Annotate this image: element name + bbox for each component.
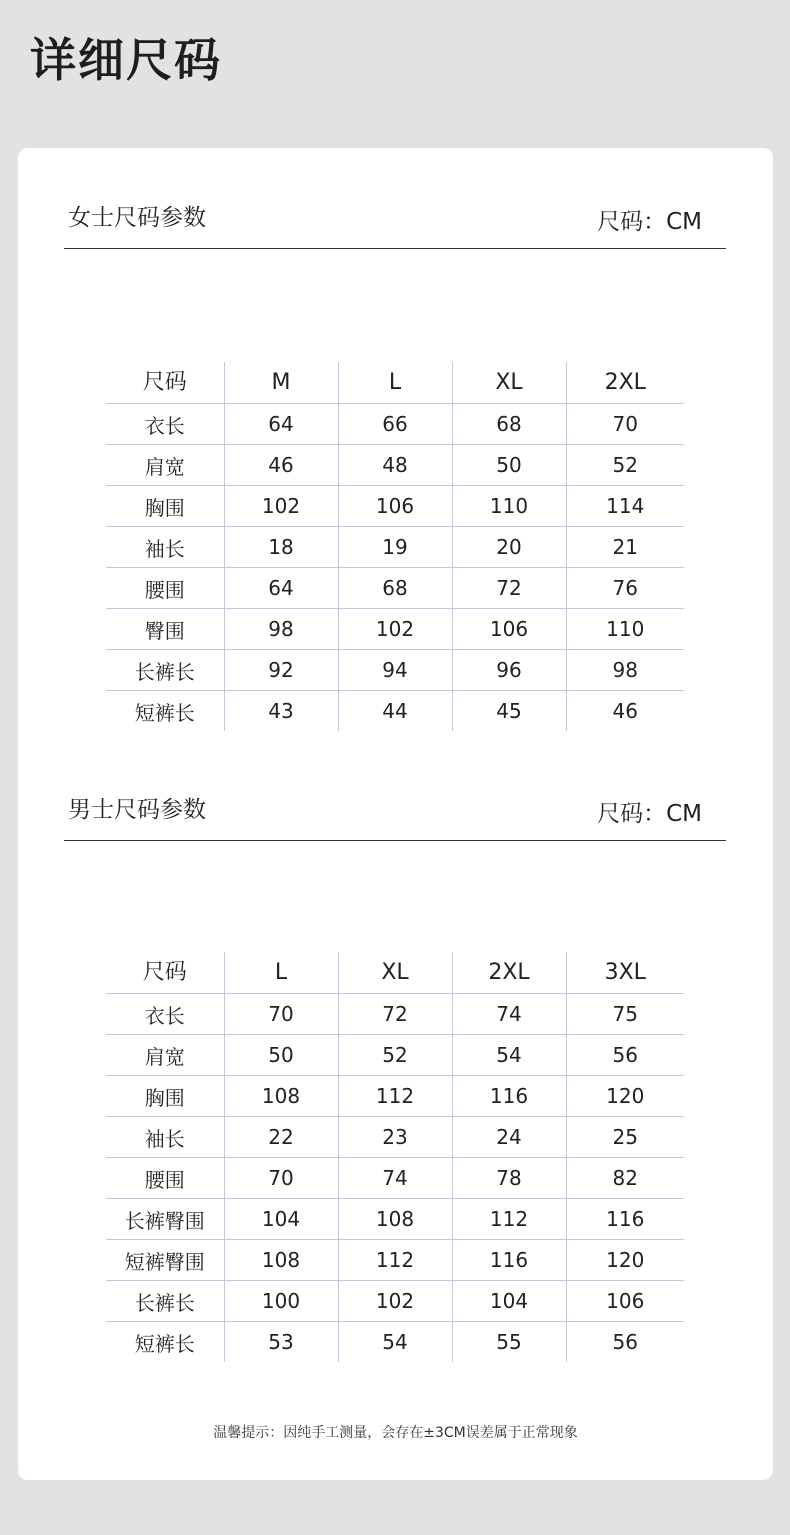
table-cell: 104 — [224, 1199, 338, 1240]
table-header-row — [106, 952, 684, 994]
mens-section-title: 男士尺码参数 — [68, 797, 206, 823]
mens-size-table — [106, 952, 684, 1362]
table-row — [106, 527, 684, 568]
header-cell: 2XL — [452, 952, 566, 994]
row-label: 腰围 — [106, 568, 224, 609]
table-cell: 45 — [452, 691, 566, 732]
table-row — [106, 404, 684, 445]
table-cell: 64 — [224, 568, 338, 609]
table-cell: 54 — [338, 1322, 452, 1363]
table-cell: 44 — [338, 691, 452, 732]
table-cell: 114 — [566, 486, 684, 527]
table-row — [106, 609, 684, 650]
table-cell: 74 — [452, 994, 566, 1035]
table-cell: 112 — [338, 1076, 452, 1117]
table-cell: 66 — [338, 404, 452, 445]
table-row — [106, 994, 684, 1035]
table-cell: 68 — [338, 568, 452, 609]
row-label: 臀围 — [106, 609, 224, 650]
header-cell: XL — [452, 362, 566, 404]
womens-size-table — [106, 362, 684, 731]
header-cell: L — [338, 362, 452, 404]
table-row — [106, 486, 684, 527]
header-cell: 尺码 — [106, 362, 224, 404]
table-cell: 116 — [452, 1076, 566, 1117]
table-cell: 104 — [452, 1281, 566, 1322]
table-cell: 108 — [338, 1199, 452, 1240]
table-cell: 18 — [224, 527, 338, 568]
row-label: 长裤长 — [106, 1281, 224, 1322]
table-cell: 78 — [452, 1158, 566, 1199]
table-cell: 108 — [224, 1240, 338, 1281]
footer-note: 温馨提示：因纯手工测量，会存在±3CM误差属于正常现象 — [213, 1425, 578, 1441]
table-cell: 120 — [566, 1076, 684, 1117]
table-cell: 46 — [224, 445, 338, 486]
womens-section-title: 女士尺码参数 — [68, 205, 206, 231]
table-cell: 74 — [338, 1158, 452, 1199]
table-cell: 50 — [224, 1035, 338, 1076]
table-cell: 25 — [566, 1117, 684, 1158]
table-cell: 96 — [452, 650, 566, 691]
row-label: 肩宽 — [106, 1035, 224, 1076]
table-cell: 52 — [338, 1035, 452, 1076]
table-cell: 110 — [566, 609, 684, 650]
row-label: 长裤长 — [106, 650, 224, 691]
table-row — [106, 445, 684, 486]
table-cell: 76 — [566, 568, 684, 609]
table-cell: 106 — [566, 1281, 684, 1322]
row-label: 腰围 — [106, 1158, 224, 1199]
table-cell: 72 — [452, 568, 566, 609]
table-cell: 24 — [452, 1117, 566, 1158]
womens-section-header — [64, 196, 726, 249]
table-row — [106, 1117, 684, 1158]
mens-unit-label: 尺码：CM — [597, 801, 702, 827]
table-cell: 43 — [224, 691, 338, 732]
header-cell: XL — [338, 952, 452, 994]
table-cell: 92 — [224, 650, 338, 691]
table-cell: 98 — [224, 609, 338, 650]
table-cell: 120 — [566, 1240, 684, 1281]
page-title: 详细尺码 — [30, 33, 222, 87]
row-label: 长裤臀围 — [106, 1199, 224, 1240]
table-row — [106, 1281, 684, 1322]
row-label: 袖长 — [106, 527, 224, 568]
table-cell: 110 — [452, 486, 566, 527]
table-cell: 116 — [452, 1240, 566, 1281]
table-cell: 70 — [224, 1158, 338, 1199]
table-cell: 82 — [566, 1158, 684, 1199]
table-row — [106, 1322, 684, 1363]
table-cell: 98 — [566, 650, 684, 691]
table-cell: 56 — [566, 1322, 684, 1363]
table-cell: 102 — [338, 609, 452, 650]
table-cell: 112 — [338, 1240, 452, 1281]
table-cell: 94 — [338, 650, 452, 691]
table-cell: 64 — [224, 404, 338, 445]
table-row — [106, 1076, 684, 1117]
table-row — [106, 650, 684, 691]
table-row — [106, 1035, 684, 1076]
row-label: 衣长 — [106, 994, 224, 1035]
row-label: 短裤长 — [134, 1331, 195, 1356]
table-row — [106, 1158, 684, 1199]
row-label: 短裤长 — [134, 700, 195, 725]
row-label: 袖长 — [106, 1117, 224, 1158]
header-cell: 尺码 — [106, 952, 224, 994]
table-cell: 50 — [452, 445, 566, 486]
womens-unit-label: 尺码：CM — [597, 209, 702, 235]
row-label: 胸围 — [106, 486, 224, 527]
mens-section-header — [64, 788, 726, 841]
table-cell: 23 — [338, 1117, 452, 1158]
table-cell: 102 — [224, 486, 338, 527]
size-chart-card — [18, 148, 773, 1480]
table-cell: 68 — [452, 404, 566, 445]
table-cell: 48 — [338, 445, 452, 486]
header-cell: 2XL — [566, 362, 684, 404]
table-cell: 19 — [338, 527, 452, 568]
table-cell: 72 — [338, 994, 452, 1035]
table-row — [106, 1199, 684, 1240]
header-cell: 3XL — [566, 952, 684, 994]
table-cell: 70 — [224, 994, 338, 1035]
table-cell: 102 — [338, 1281, 452, 1322]
table-cell: 46 — [566, 691, 684, 732]
table-cell: 52 — [566, 445, 684, 486]
row-label: 胸围 — [106, 1076, 224, 1117]
table-cell: 22 — [224, 1117, 338, 1158]
table-cell: 106 — [338, 486, 452, 527]
table-cell: 75 — [566, 994, 684, 1035]
table-cell: 70 — [566, 404, 684, 445]
table-row — [106, 568, 684, 609]
row-label: 短裤臀围 — [106, 1240, 224, 1281]
header-cell: L — [224, 952, 338, 994]
table-cell: 100 — [224, 1281, 338, 1322]
table-cell: 20 — [452, 527, 566, 568]
table-cell: 54 — [452, 1035, 566, 1076]
table-row — [106, 1240, 684, 1281]
table-cell: 56 — [566, 1035, 684, 1076]
header-cell: M — [224, 362, 338, 404]
table-row — [106, 691, 684, 732]
table-cell: 106 — [452, 609, 566, 650]
table-cell: 108 — [224, 1076, 338, 1117]
table-header-row — [106, 362, 684, 404]
row-label: 衣长 — [106, 404, 224, 445]
table-cell: 116 — [566, 1199, 684, 1240]
table-cell: 21 — [566, 527, 684, 568]
table-cell: 55 — [452, 1322, 566, 1363]
row-label: 肩宽 — [106, 445, 224, 486]
table-cell: 112 — [452, 1199, 566, 1240]
table-cell: 53 — [224, 1322, 338, 1363]
